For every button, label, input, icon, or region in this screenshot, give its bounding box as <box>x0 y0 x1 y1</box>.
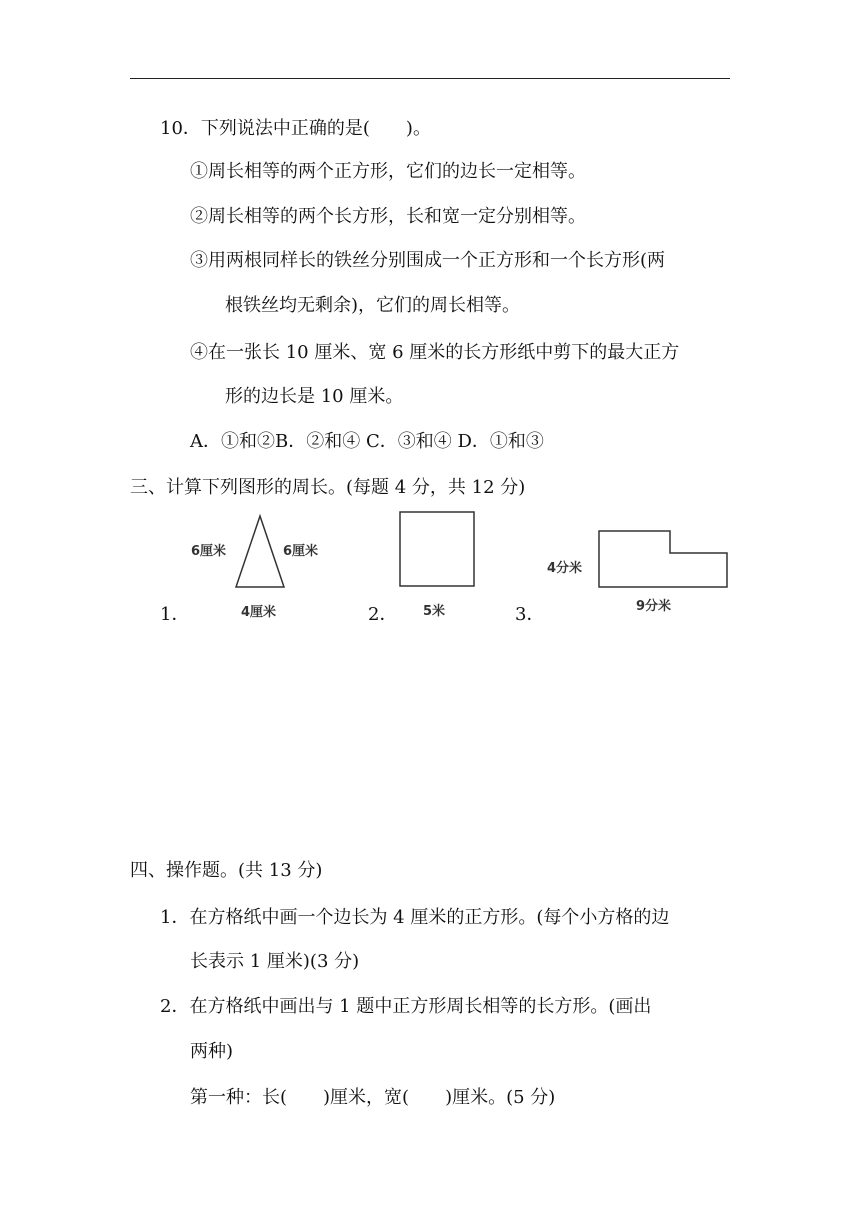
q10-option-1: ①周长相等的两个正方形，它们的边长一定相等。 <box>190 161 586 182</box>
figure-3-number: 3． <box>515 604 545 625</box>
section3-title: 三、计算下列图形的周长。(每题 4 分，共 12 分) <box>130 477 526 498</box>
section4-q2-line1: 2．在方格纸中画出与 1 题中正方形周长相等的长方形。(画出 <box>160 996 652 1017</box>
section4-q1-line2: 长表示 1 厘米)(3 分) <box>190 951 360 972</box>
q10-option-4-line1: ④在一张长 10 厘米、宽 6 厘米的长方形纸中剪下的最大正方 <box>190 342 680 363</box>
q10-option-3-line2: 根铁丝均无剩余)，它们的周长相等。 <box>225 295 521 316</box>
figure-1-left-side-label: 6厘米 <box>191 544 227 559</box>
figure-2-number: 2． <box>368 604 398 625</box>
q10-option-2: ②周长相等的两个长方形，长和宽一定分别相等。 <box>190 206 586 227</box>
figure-3-base-label: 9分米 <box>636 599 672 614</box>
figure-1-base-label: 4厘米 <box>241 605 277 620</box>
section4-title: 四、操作题。(共 13 分) <box>130 860 323 881</box>
q10-option-3-line1: ③用两根同样长的铁丝分别围成一个正方形和一个长方形(两 <box>190 250 666 271</box>
q10-option-4-line2: 形的边长是 10 厘米。 <box>225 386 404 407</box>
figure-2-base-label: 5米 <box>423 604 446 619</box>
figure-3-height-label: 4分米 <box>547 561 583 576</box>
q10-stem: 10．下列说法中正确的是( )。 <box>160 118 431 139</box>
section4-q2-line3: 第一种：长( )厘米，宽( )厘米。(5 分) <box>190 1087 556 1108</box>
q10-choices: A．①和②B．②和④ C．③和④ D．①和③ <box>190 431 544 452</box>
section4-q2-line2: 两种) <box>190 1041 234 1062</box>
section4-q1-line1: 1．在方格纸中画一个边长为 4 厘米的正方形。(每个小方格的边 <box>160 907 670 928</box>
figure-1-right-side-label: 6厘米 <box>283 544 319 559</box>
figure-1-number: 1． <box>160 604 190 625</box>
